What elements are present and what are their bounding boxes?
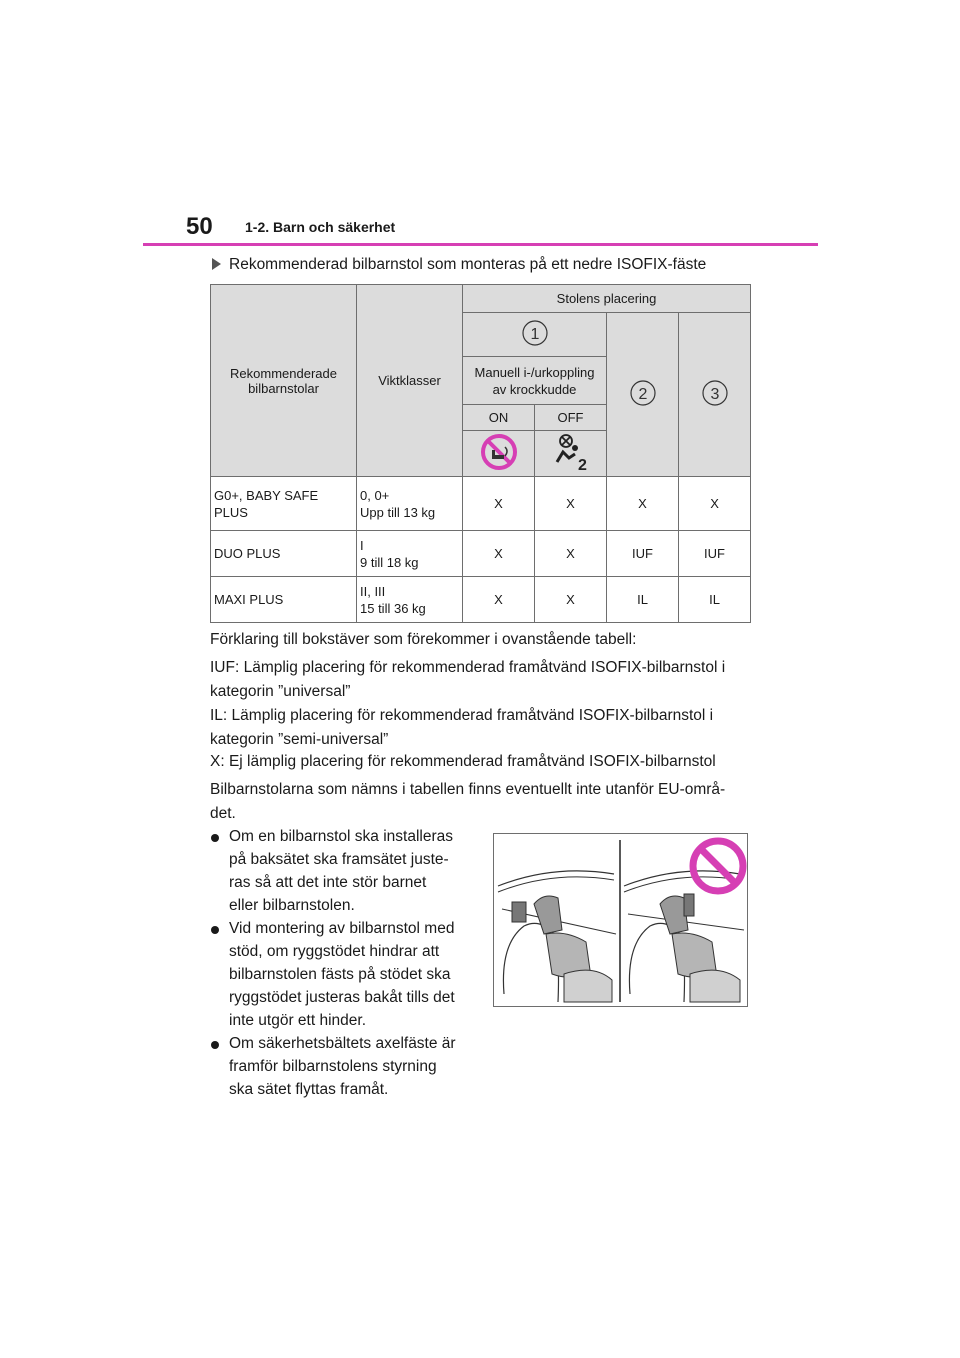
- position-1: [463, 313, 607, 357]
- position-2-symbol: [630, 378, 656, 411]
- bullet-1-line-2: på baksätet ska framsätet juste-: [229, 851, 449, 868]
- row-1-off: X: [535, 477, 607, 531]
- header-seats: Rekommenderade bilbarnstolar: [211, 285, 357, 477]
- bullet-3-line-3: ska sätet flyttas framåt.: [229, 1081, 389, 1098]
- row-2-pos2: IUF: [607, 531, 679, 577]
- row-2-off: X: [535, 531, 607, 577]
- airbag-switch-label: Manuell i-/urkoppling av krockkudde: [463, 357, 607, 405]
- explanation-eu: [210, 778, 755, 826]
- explanation-x: X: Ej lämplig placering för rekommenderad framåtvänd ISOFIX-bilbarnstol: [210, 753, 716, 770]
- bullet-1-line-4: eller bilbarnstolen.: [229, 897, 355, 914]
- row-3-off: X: [535, 577, 607, 623]
- airbag-off-label: OFF: [535, 405, 607, 431]
- row-3-weight-range: 15 till 36 kg: [360, 600, 426, 616]
- bullet-3-line-2: framför bilbarnstolens styrning: [229, 1058, 437, 1075]
- row-1-seat: G0+, BABY SAFE PLUS: [211, 477, 357, 531]
- header-seat-position: Stolens placering: [463, 285, 751, 313]
- row-1-weight: [357, 477, 463, 531]
- header-rule: [143, 243, 818, 246]
- page-number: 50: [186, 213, 213, 240]
- position-2: [607, 313, 679, 477]
- airbag-off-icon-digit: 2: [577, 457, 587, 472]
- row-2-on: X: [463, 531, 535, 577]
- explanation-eu-line2: det.: [210, 805, 236, 822]
- position-1-symbol: [522, 318, 548, 351]
- bullet-item-1: [211, 825, 476, 917]
- row-3-weight-class: II, III: [360, 583, 386, 599]
- bullet-dot-icon: [211, 834, 219, 842]
- bullet-1-line-1: Om en bilbarnstol ska installeras: [229, 828, 453, 845]
- row-1-pos3: X: [679, 477, 751, 531]
- explanation-il-line2: kategorin ”semi-universal”: [210, 731, 389, 748]
- chapter-title: 1-2. Barn och säkerhet: [245, 219, 396, 235]
- bullet-1-line-3: ras så att det inte stör barnet: [229, 874, 427, 891]
- row-3-pos3: IL: [679, 577, 751, 623]
- no-rear-facing-seat-icon: [463, 431, 535, 477]
- bullet-dot-icon: [211, 926, 219, 934]
- explanation-iuf-line1: IUF: Lämplig placering för rekommenderad framåtvänd ISOFIX-bilbarnstol i: [210, 659, 726, 676]
- row-3-seat: MAXI PLUS: [211, 577, 357, 623]
- airbag-off-icon: [535, 431, 607, 477]
- position-1-label: 1: [530, 326, 539, 343]
- section-heading: [212, 256, 706, 274]
- row-1-weight-range: Upp till 13 kg: [360, 504, 436, 520]
- position-3: [679, 313, 751, 477]
- prohibited-icon: [693, 841, 743, 891]
- airbag-on-label: ON: [463, 405, 535, 431]
- row-1-weight-class: 0, 0+: [360, 487, 390, 503]
- explanation-eu-line1: Bilbarnstolarna som nämns i tabellen finns eventuellt inte utanför EU-områ-: [210, 781, 726, 798]
- row-1-on: X: [463, 477, 535, 531]
- section-heading-text: Rekommenderad bilbarnstol som monteras på ett nedre ISOFIX-fäste: [229, 256, 707, 273]
- row-2-pos3: IUF: [679, 531, 751, 577]
- explanation-iuf-line2: kategorin ”universal”: [210, 683, 351, 700]
- row-3-pos2: IL: [607, 577, 679, 623]
- position-3-label: 3: [710, 386, 719, 403]
- row-2-weight-range: 9 till 18 kg: [360, 554, 419, 570]
- row-2-seat: DUO PLUS: [211, 531, 357, 577]
- bullet-2-line-1: Vid montering av bilbarnstol med: [229, 920, 455, 937]
- bullet-3-line-1: Om säkerhetsbältets axelfäste är: [229, 1035, 456, 1052]
- position-3-symbol: [702, 378, 728, 411]
- explanation-intro: Förklaring till bokstäver som förekommer i ovanstående tabell:: [210, 631, 637, 648]
- bullet-item-3: [211, 1032, 476, 1101]
- bullet-2-line-3: bilbarnstolen fästs på stödet ska: [229, 966, 451, 983]
- row-1-pos2: X: [607, 477, 679, 531]
- row-2-weight: [357, 531, 463, 577]
- triangle-bullet-icon: [212, 258, 221, 270]
- explanation-il-line1: IL: Lämplig placering för rekommenderad framåtvänd ISOFIX-bilbarnstol i: [210, 707, 714, 724]
- explanation-il: [210, 704, 755, 752]
- explanation-iuf: [210, 656, 755, 704]
- row-3-weight: [357, 577, 463, 623]
- position-2-label: 2: [638, 386, 647, 403]
- row-3-on: X: [463, 577, 535, 623]
- header-weight-classes: Viktklasser: [357, 285, 463, 477]
- isofix-table: [210, 284, 751, 623]
- row-2-weight-class: I: [360, 537, 364, 553]
- bullet-2-line-4: ryggstödet justeras bakåt tills det: [229, 989, 455, 1006]
- bullet-dot-icon: [211, 1041, 219, 1049]
- child-seat-installation-icon: [493, 833, 748, 1007]
- bullet-2-line-5: inte utgör ett hinder.: [229, 1012, 367, 1029]
- bullet-item-2: [211, 917, 476, 1032]
- bullet-2-line-2: stöd, om ryggstödet hindrar att: [229, 943, 440, 960]
